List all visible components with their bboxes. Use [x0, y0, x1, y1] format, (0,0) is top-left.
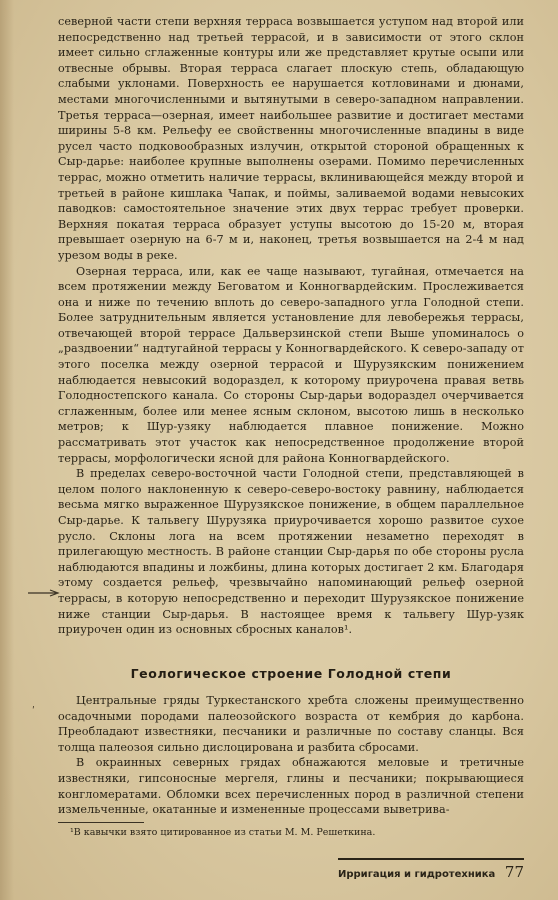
- margin-mark: ʹ: [32, 706, 35, 717]
- body-text-top: [58, 14, 524, 638]
- page-edge-shadow: [0, 0, 14, 900]
- margin-pencil-mark: [28, 589, 62, 597]
- section-heading: Геологическое строение Голодной степи: [130, 666, 452, 681]
- paragraph: Центральные гряды Туркестанского хребта сложены преимущественно осадочными породами палеозойского возраста от кембрия до карбона. Преобладают известняки, песчаники и различные по составу сланцы. Вся толща палеозоя сильно дислоцирована и разбита сбросами.: [58, 694, 524, 754]
- paragraph: В окраинных северных грядах обнажаются меловые и третичные известняки, гипсоносные мергеля, глины и песчаники; покрывающиеся конгломератами. Обломки всех перечисленных пород в различной степени измельченные, окатанные и измененные процессами выветрива-: [58, 756, 524, 817]
- paragraph: В пределах северо-восточной части Голодной степи, представляющей в целом полого наклоненную к северо-северо-востоку равнину, наблюдается весьма мягко выраженное Шурузякское понижение, в общем параллельное Сыр-дарье. К тальвегу Шурузяка приурочивается хорошо развитое сухое русло. Склоны лога на всем протяжении незаметно переходят в прилегающую местность. В районе станции Сыр-дарья по обе стороны русла наблюдаются впадины и ложбины, длина которых достигает 2 км. Благодаря этому создается рельеф, чрезвычайно напоминающий рельеф озерной террасы, в которую непосредственно и переходит Шурузякское понижение ниже станции Сыр-дарья. В настоящее время к тальвегу Шур-узяк приурочен один из основных сбросных каналов¹.: [58, 467, 524, 637]
- running-footer: [338, 863, 524, 881]
- page-number: 77: [504, 863, 524, 881]
- body-text-bottom: [58, 693, 524, 818]
- footnote: ¹В кавычки взято цитированное из статьи М. М. Решеткина.: [70, 827, 376, 838]
- footnote-divider: [58, 822, 144, 823]
- journal-title: Ирригация и гидротехника: [338, 869, 496, 880]
- paragraph: северной части степи верхняя терраса возвышается уступом над второй или непосредственно над третьей террасой, и в зависимости от этого склон имеет сильно сглаженные контуры или же представляет крутые осыпи или отвесные обрывы. Вторая терраса слагает плоскую степь, обладающую слабыми уклонами. Поверхность ее нарушается котловинами и дюнами, местами многочисленными и вытянутыми в северо-западном направлении. Третья терраса—озерная, имеет наибольшее развитие и достигает местами ширины 5-8 км. Рельефу ее свойственны многочисленные впадины в виде русел часто подковообразных излучин, открытой стороной обращенных к Сыр-дарье: наиболее крупные выполнены озерами. Помимо перечисленных террас, можно отметить наличие террасы, вклинивающейся между второй и третьей в районе кишлака Чапак, и поймы, заливаемой водами невысоких паводков: самостоятельное значение этих двух террас требует проверки. Верхняя покатая терраса образует уступы высотою до 15-20 м, вторая превышает озерную на 6-7 м и, наконец, третья возвышается на 2-4 м над урезом воды в реке.: [58, 15, 524, 262]
- footer-divider: [338, 858, 524, 860]
- paragraph: Озерная терраса, или, как ее чаще называют, тугайная, отмечается на всем протяжении между Беговатом и Конногвардейским. Прослеживается она и ниже по течению вплоть до северо-западного угла Голодной степи. Более затруднительным является установление для левобережья террасы, отвечающей второй террасе Дальверзинской степи Выше упоминалось о „раздвоении“ надтугайной террасы у Конногвардейского. К северо-западу от этого поселка между озерной террасой и Шурузякским понижением наблюдается невысокий водораздел, к которому приурочена правая ветвь Голодностепского канала. Со стороны Сыр-дарьи водораздел очерчивается сглаженным, более или менее ясным склоном, высотою лишь в несколько метров; к Шур-узяку наблюдается плавное понижение. Можно рассматривать этот участок как непосредственное продолжение второй террасы, морфологически ясной для района Конногвардейского.: [58, 264, 524, 465]
